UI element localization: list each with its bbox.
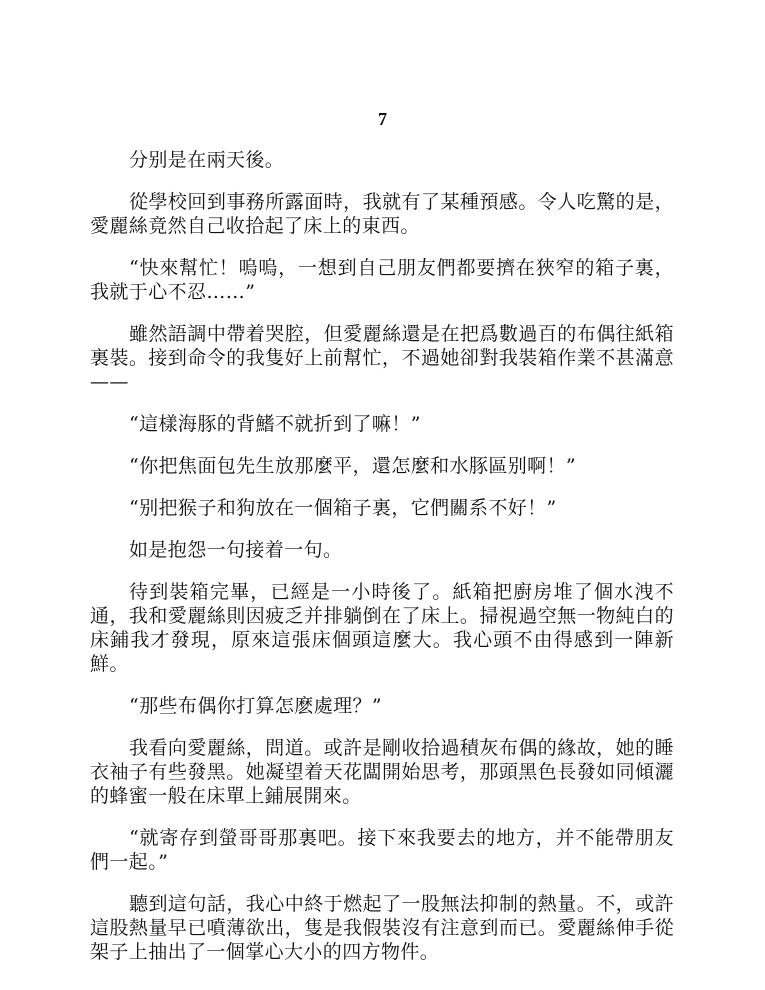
paragraph: 我看向愛麗絲，問道。或許是剛收拾過積灰布偶的緣故，她的睡衣袖子有些發黑。她凝望着天花闆開始思考，那頭黑色長發如同傾灑的蜂蜜一般在床單上鋪展開來。 bbox=[90, 737, 674, 807]
paragraph: “那些布偶你打算怎麽處理？” bbox=[129, 695, 383, 717]
paragraph: 從學校回到事務所露面時，我就有了某種預感。令人吃驚的是，愛麗絲竟然自己收拾起了床上的東西。 bbox=[90, 191, 674, 237]
document-body bbox=[90, 148, 674, 982]
paragraph: 雖然語調中帶着哭腔，但愛麗絲還是在把爲數過百的布偶往紙箱裏裝。接到命令的我隻好上前幫忙，不過她卻對我裝箱作業不甚滿意—— bbox=[90, 323, 674, 393]
paragraph: “快來幫忙！嗚嗚，一想到自己朋友們都要擠在狹窄的箱子裏，我就于心不忍……” bbox=[90, 257, 674, 303]
paragraph: 聽到這句話，我心中終于燃起了一股無法抑制的熱量。不，或許這股熱量早已噴薄欲出，隻是我假裝沒有注意到而已。愛麗絲伸手從架子上抽出了一個掌心大小的四方物件。 bbox=[90, 893, 674, 963]
paragraph: 待到裝箱完畢，已經是一小時後了。紙箱把廚房堆了個水洩不通，我和愛麗絲則因疲乏并排躺倒在了床上。掃視過空無一物純白的床鋪我才發現，原來這張床個頭這麼大。我心頭不由得感到一陣新鮮。 bbox=[90, 581, 674, 675]
paragraph: “這樣海豚的背鰭不就折到了嘛！” bbox=[129, 413, 421, 435]
paragraph: 分别是在兩天後。 bbox=[129, 149, 285, 171]
paragraph: “别把猴子和狗放在一個箱子裏，它們關系不好！” bbox=[129, 497, 557, 519]
paragraph: “就寄存到螢哥哥那裏吧。接下來我要去的地方，并不能帶朋友們一起。” bbox=[90, 827, 674, 873]
page-number: 7 bbox=[378, 109, 387, 129]
paragraph: “你把焦面包先生放那麼平，還怎麼和水豚區别啊！” bbox=[129, 455, 577, 477]
paragraph: 如是抱怨一句接着一句。 bbox=[129, 539, 343, 561]
